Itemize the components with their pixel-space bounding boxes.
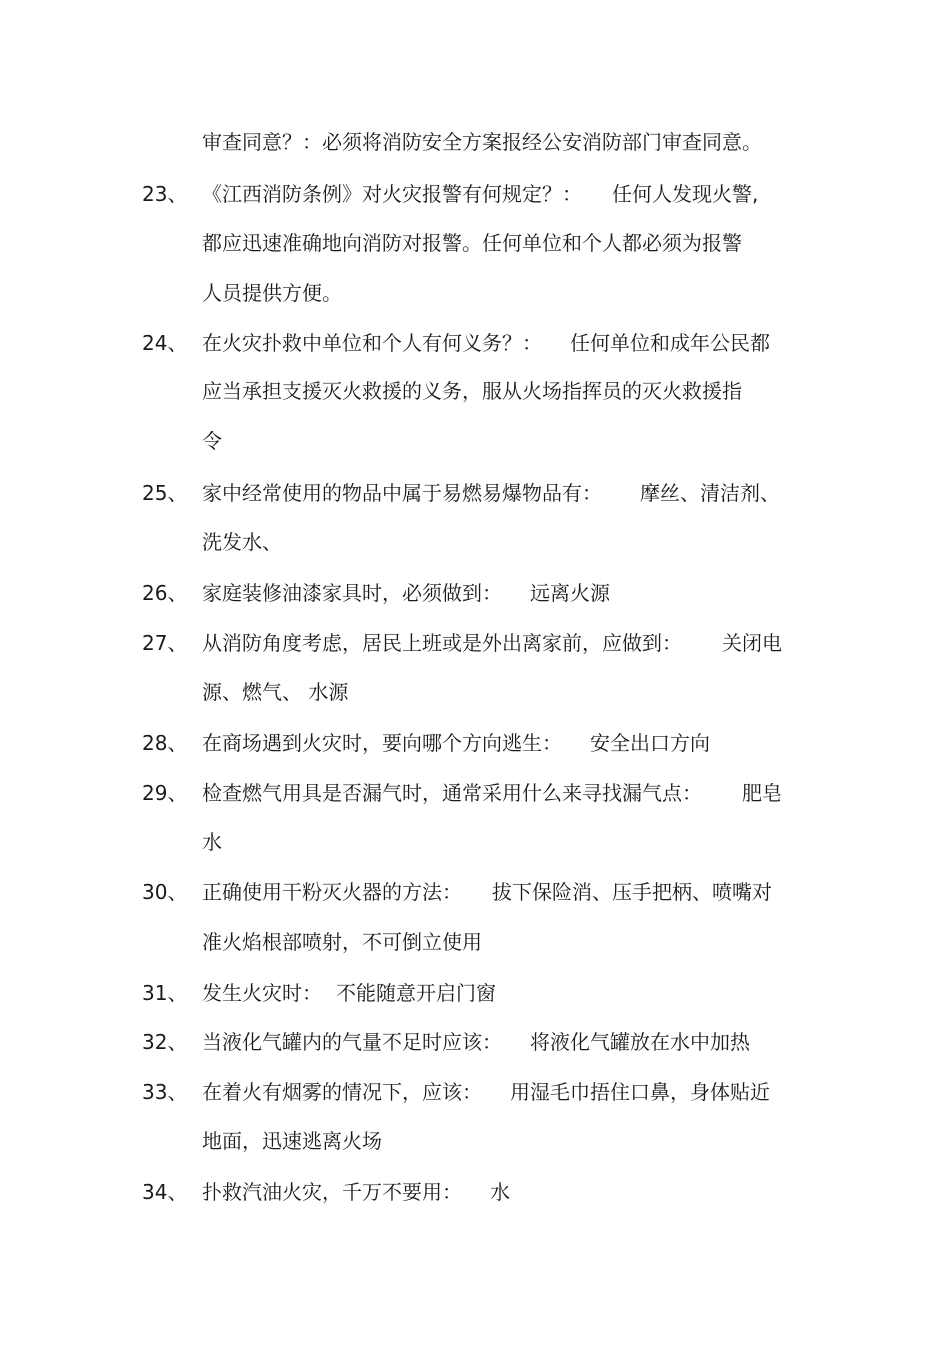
item-line: 在商场遇到火灾时，要向哪个方向逃生： 安全出口方向	[202, 731, 710, 755]
item-line: 洗发水、	[202, 530, 282, 554]
answer-text: 肥皂	[742, 781, 782, 805]
answer-text: 关闭电	[722, 631, 782, 655]
item-line: 检查燃气用具是否漏气时，通常采用什么来寻找漏气点： 肥皂	[202, 781, 782, 805]
answer-text: 水	[490, 1180, 510, 1204]
item-line: 应当承担支援灭火救援的义务，服从火场指挥员的灭火救援指	[202, 379, 742, 403]
item-line: 水	[202, 830, 222, 854]
item-line: 正确使用干粉灭火器的方法： 拔下保险消、压手把柄、喷嘴对	[202, 880, 772, 904]
item-line: 发生火灾时： 不能随意开启门窗	[202, 981, 496, 1005]
item-line: 地面，迅速逃离火场	[202, 1129, 382, 1153]
item-line: 源、燃气、 水源	[202, 680, 349, 704]
answer-text: 拔下保险消、压手把柄、喷嘴对	[492, 880, 772, 904]
item-line: 家中经常使用的物品中属于易燃易爆物品有： 摩丝、清洁剂、	[202, 481, 780, 505]
answer-text: 用湿毛巾捂住口鼻，身体贴近	[510, 1080, 770, 1104]
item-number: 33、	[142, 1080, 188, 1104]
item-line: 审查同意？：必须将消防安全方案报经公安消防部门审查同意。	[202, 130, 762, 154]
item-line: 在着火有烟雾的情况下，应该： 用湿毛巾捂住口鼻，身体贴近	[202, 1080, 770, 1104]
item-line: 家庭装修油漆家具时，必须做到： 远离火源	[202, 581, 610, 605]
answer-text: 任何人发现火警,	[612, 182, 759, 206]
item-number: 25、	[142, 481, 188, 505]
answer-text: 安全出口方向	[590, 731, 710, 755]
item-line: 当液化气罐内的气量不足时应该： 将液化气罐放在水中加热	[202, 1030, 750, 1054]
answer-text: 远离火源	[530, 581, 610, 605]
answer-text: 摩丝、清洁剂、	[640, 481, 780, 505]
answer-text: 任何单位和成年公民都	[570, 331, 770, 355]
item-number: 24、	[142, 331, 188, 355]
item-number: 30、	[142, 880, 188, 904]
item-number: 26、	[142, 581, 188, 605]
item-line: 人员提供方便。	[202, 281, 342, 305]
answer-text: 不能随意开启门窗	[336, 981, 496, 1005]
item-number: 31、	[142, 981, 188, 1005]
item-number: 34、	[142, 1180, 188, 1204]
item-number: 23、	[142, 182, 188, 206]
item-line: 在火灾扑救中单位和个人有何义务？： 任何单位和成年公民都	[202, 331, 770, 355]
answer-text: 将液化气罐放在水中加热	[530, 1030, 750, 1054]
item-line: 扑救汽油火灾，千万不要用： 水	[202, 1180, 510, 1204]
item-number: 29、	[142, 781, 188, 805]
item-number: 28、	[142, 731, 188, 755]
item-line: 从消防角度考虑，居民上班或是外出离家前，应做到： 关闭电	[202, 631, 782, 655]
item-line: 《江西消防条例》对火灾报警有何规定？： 任何人发现火警,	[202, 182, 759, 206]
item-line: 都应迅速准确地向消防对报警。任何单位和个人都必须为报警	[202, 231, 742, 255]
item-line: 准火焰根部喷射，不可倒立使用	[202, 930, 482, 954]
item-number: 32、	[142, 1030, 188, 1054]
item-number: 27、	[142, 631, 188, 655]
item-line: 令	[202, 429, 222, 453]
